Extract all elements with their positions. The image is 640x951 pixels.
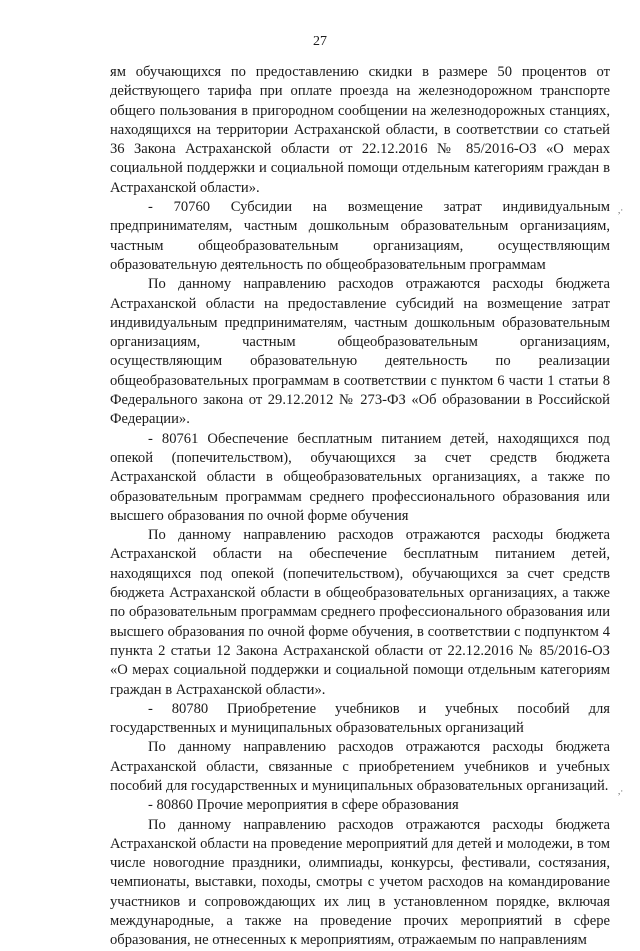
margin-tick-mark: ,·	[618, 205, 624, 215]
paragraph-heading-70760: - 70760 Субсидии на возмещение затрат индивидуальным предпринимателям, частным дошкольным образовательным организациям, частным общеобразовательным организациям, осуществляющим образовательную деятельность по общеобразовательным программам	[110, 199, 610, 273]
paragraph-heading-80780: - 80780 Приобретение учебников и учебных пособий для государственных и муниципальных образовательных организаций	[110, 700, 610, 737]
paragraph-body-80780: По данному направлению расходов отражаются расходы бюджета Астраханской области, связанные с приобретением учебников и учебных пособий для государственных и муниципальных образовательных организаций.	[110, 739, 610, 794]
page-number: 27	[313, 34, 327, 49]
paragraph-body-80761: По данному направлению расходов отражаются расходы бюджета Астраханской области на обеспечение бесплатным питанием детей, находящихся под опекой (попечительством), обучающихся за счет средств бюджета Астраханской области в общеобразовательных организациях, а также по образовательным программам среднего профессионального образования или высшего образования по очной форме обучения, в соответствии с подпунктом 4 пункта 2 статьи 12 Закона Астраханской области от 22.12.2016 № 85/2016-ОЗ «О мерах социальной поддержки и социальной помощи отдельным категориям граждан в Астраханской области».	[110, 527, 610, 698]
paragraph-heading-80860: - 80860 Прочие мероприятия в сфере образования	[148, 797, 459, 814]
paragraph-body-80860: По данному направлению расходов отражаются расходы бюджета Астраханской области на проведение мероприятий для детей и молодежи, в том числе новогодние праздники, олимпиады, конкурсы, фестивали, состязания, чемпионаты, выставки, походы, смотры с учетом расходов на командирование участников и сопровождающих их лиц в установленном порядке, включая международные, а также на проведение прочих мероприятий в сфере образования, не отнесенных к мероприятиям, отражаемым по направлениям	[110, 816, 610, 949]
paragraph-continuation: ям обучающихся по предоставлению скидки в размере 50 процентов от действующего тарифа при оплате проезда на железнодорожном транспорте общего пользования в пригородном сообщении на железнодорожных станциях, находящихся на территории Астраханской области, в соответствии со статьей 36 Закона Астраханской области от 22.12.2016 № 85/2016-ОЗ «О мерах социальной поддержки и социальной помощи отдельным категориям граждан в Астраханской области».	[110, 64, 610, 196]
document-body	[110, 63, 610, 951]
paragraph-body-70760: По данному направлению расходов отражаются расходы бюджета Астраханской области на предоставление субсидий на возмещение затрат индивидуальным предпринимателям, частным дошкольным образовательным организациям, частным общеобразовательным организациям, осуществляющим образовательную деятельность по реализации общеобразовательных программам в соответствии с пунктом 6 части 1 статьи 8 Федерального закона от 29.12.2012 № 273-ФЗ «Об образовании в Российской Федерации».	[110, 276, 610, 428]
paragraph-heading-80761: - 80761 Обеспечение бесплатным питанием детей, находящихся под опекой (попечительством), обучающихся за счет средств бюджета Астраханской области в общеобразовательных организациях, а также по образовательным программам среднего профессионального образования или высшего образования по очной форме обучения	[110, 430, 610, 524]
margin-tick-mark: ,·	[618, 786, 624, 796]
